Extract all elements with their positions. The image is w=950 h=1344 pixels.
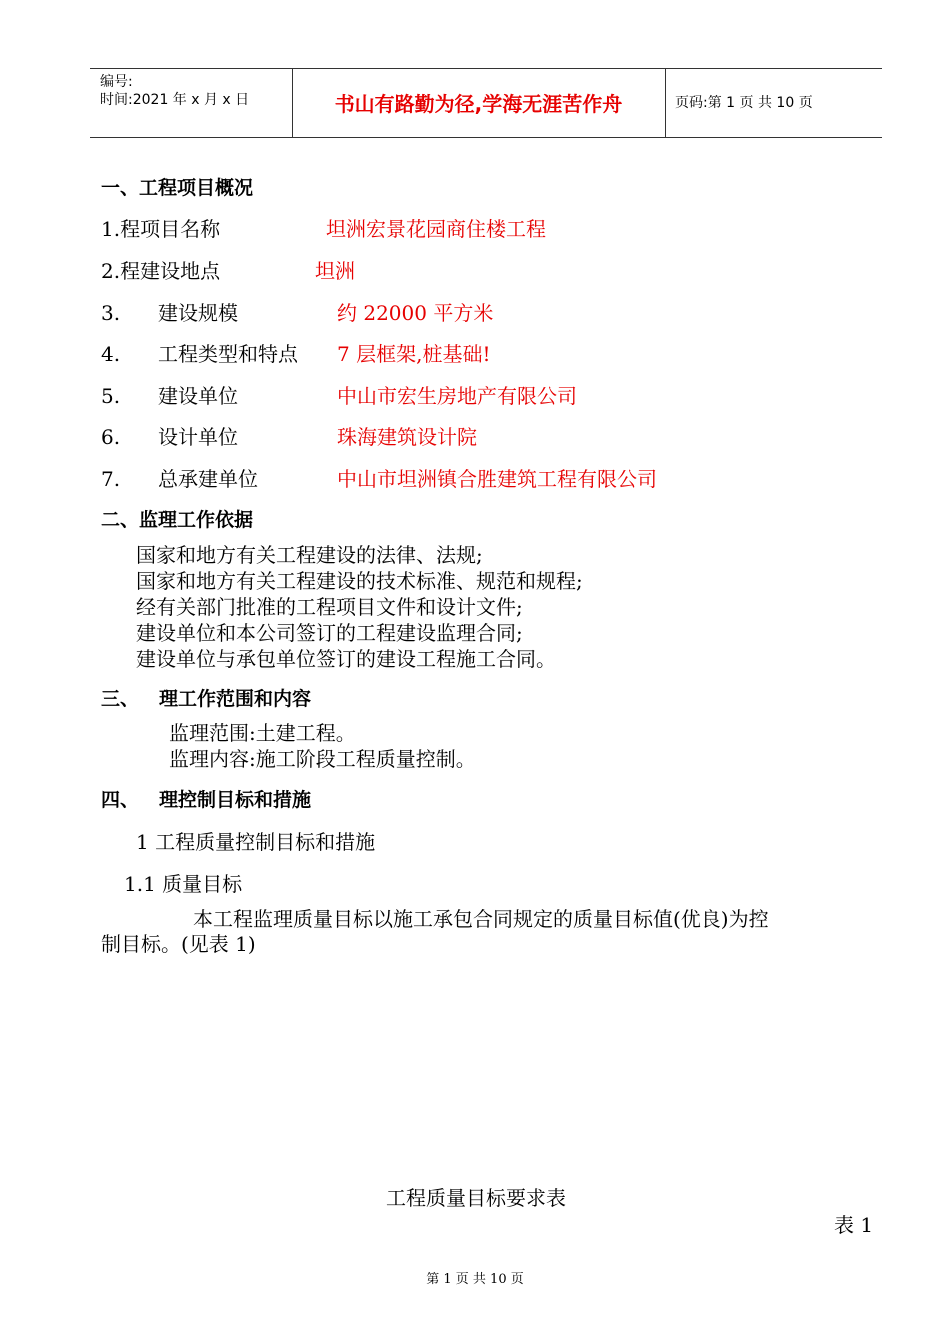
section-1-title: 一、工程项目概况 [101, 177, 254, 199]
basis-line-2: 国家和地方有关工程建设的技术标准、规范和规程; [136, 569, 583, 593]
item-1-label: 1.程项目名称 [101, 217, 221, 241]
serial-label: 编号: [100, 74, 133, 90]
item-2-value: 坦洲 [315, 259, 355, 283]
item-4-label: 工程类型和特点 [158, 342, 298, 366]
header-motto-cell [292, 69, 666, 137]
item-1-value: 坦洲宏景花园商住楼工程 [326, 217, 546, 241]
item-3-value: 约 22000 平方米 [337, 301, 494, 325]
item-4-value: 7 层框架,桩基础! [337, 342, 491, 366]
section-4-title: 理控制目标和措施 [159, 789, 312, 811]
basis-line-1: 国家和地方有关工程建设的法律、法规; [136, 543, 483, 567]
content-line: 监理内容:施工阶段工程质量控制。 [169, 747, 476, 771]
header-page-info: 页码:第 1 页 共 10 页 [675, 95, 813, 111]
time-label: 时间:2021 年 x 月 x 日 [100, 92, 250, 108]
item-5-label: 建设单位 [158, 384, 238, 408]
page-footer: 第 1 页 共 10 页 [426, 1272, 524, 1287]
quality-target-para-line-2: 制目标。(见表 1) [101, 932, 256, 956]
table-label: 表 1 [834, 1213, 874, 1237]
item-6-num: 6. [101, 425, 121, 449]
header-meta-cell [90, 69, 293, 137]
item-5-value: 中山市宏生房地产有限公司 [337, 384, 577, 408]
item-5-num: 5. [101, 384, 121, 408]
subsection-1-1-heading: 1.1 质量目标 [124, 872, 243, 896]
header-page-cell [665, 69, 882, 137]
item-7-value: 中山市坦洲镇合胜建筑工程有限公司 [337, 467, 657, 491]
item-3-label: 建设规模 [158, 301, 238, 325]
basis-line-3: 经有关部门批准的工程项目文件和设计文件; [136, 595, 523, 619]
quality-target-para-line-1: 本工程监理质量目标以施工承包合同规定的质量目标值(优良)为控 [193, 907, 769, 931]
scope-line: 监理范围:土建工程。 [169, 721, 356, 745]
section-4-num: 四、 [101, 789, 140, 811]
table-title: 工程质量目标要求表 [386, 1186, 566, 1210]
item-2-label: 2.程建设地点 [101, 259, 221, 283]
section-2-title: 二、监理工作依据 [101, 509, 254, 531]
item-7-label: 总承建单位 [158, 467, 258, 491]
subsection-1-heading: 1 工程质量控制目标和措施 [136, 830, 376, 854]
item-6-value: 珠海建筑设计院 [337, 425, 477, 449]
item-7-num: 7. [101, 467, 121, 491]
header-motto: 书山有路勤为径,学海无涯苦作舟 [334, 92, 623, 116]
item-3-num: 3. [101, 301, 121, 325]
basis-line-5: 建设单位与承包单位签订的建设工程施工合同。 [136, 647, 556, 671]
page-header [90, 68, 882, 138]
section-3-title: 理工作范围和内容 [159, 688, 312, 710]
basis-line-4: 建设单位和本公司签订的工程建设监理合同; [136, 621, 523, 645]
item-4-num: 4. [101, 342, 121, 366]
item-6-label: 设计单位 [158, 425, 238, 449]
section-3-num: 三、 [101, 688, 140, 710]
